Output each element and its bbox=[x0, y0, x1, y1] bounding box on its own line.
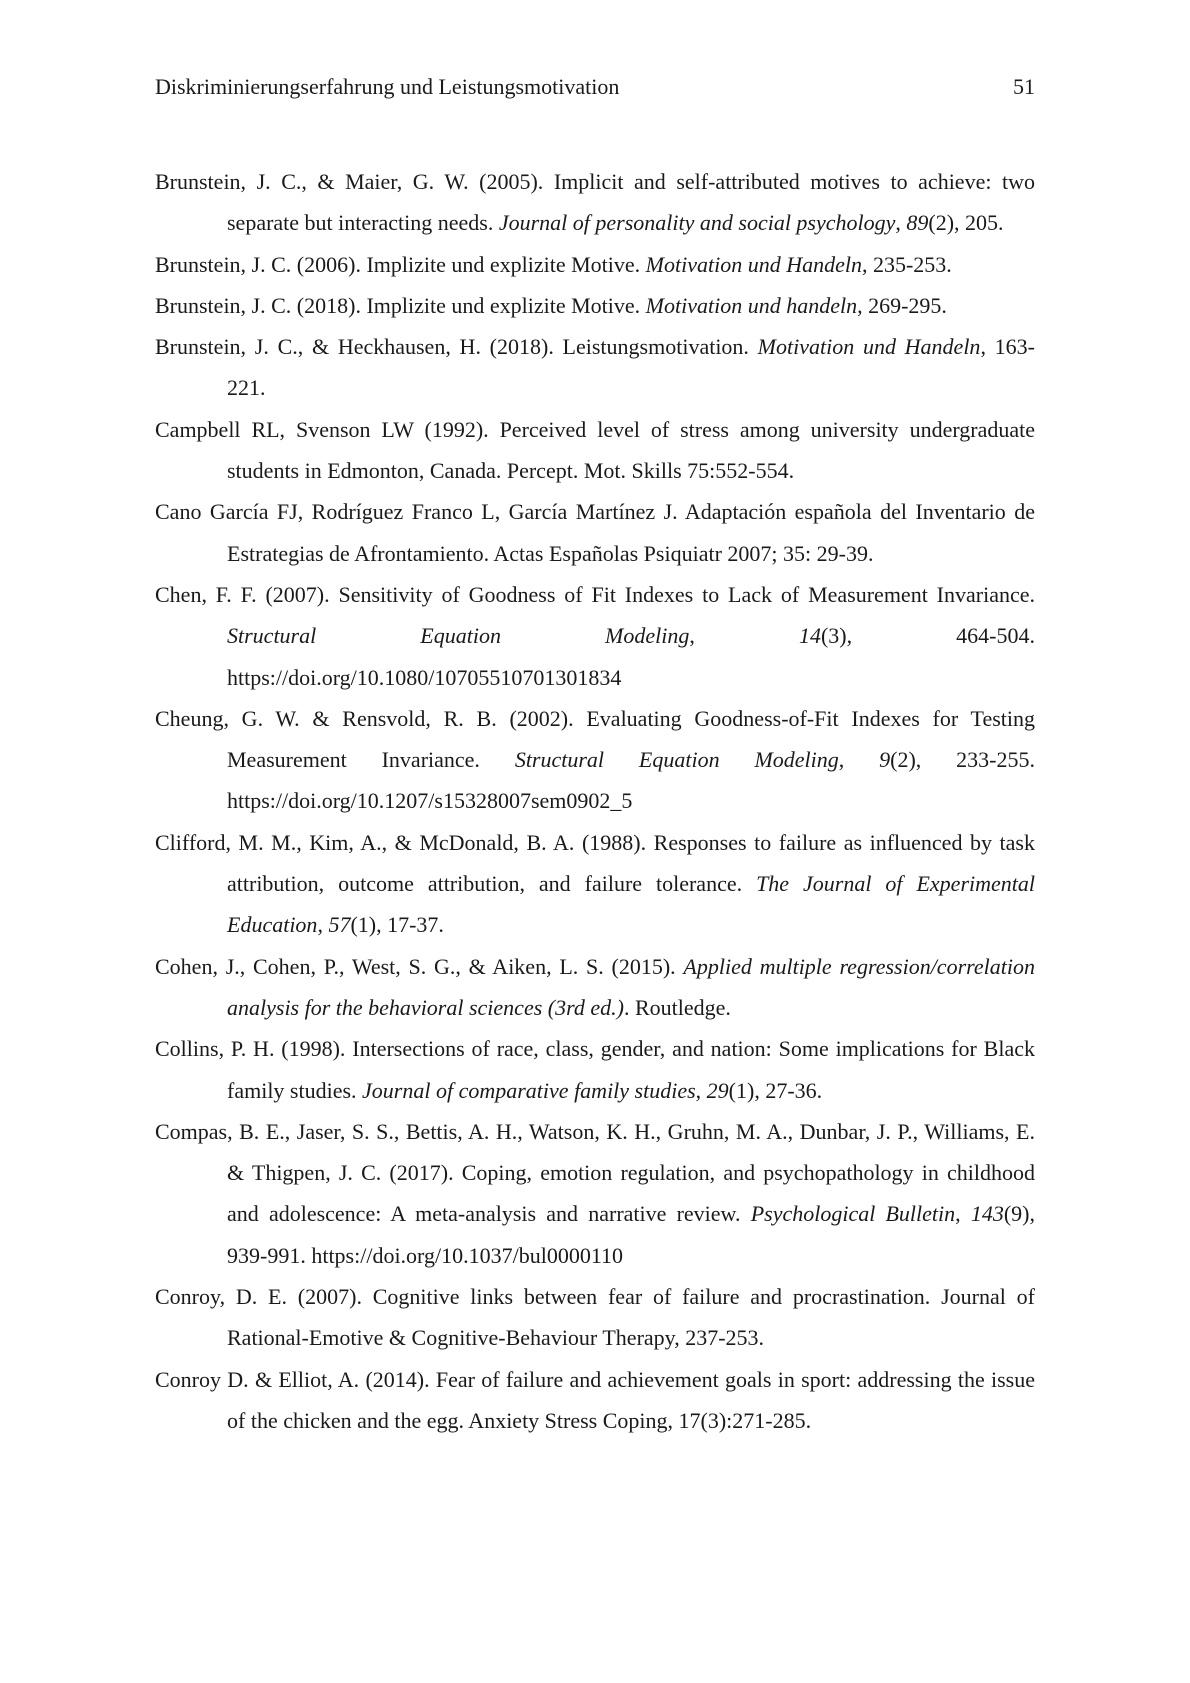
reference-text: , 163-221. bbox=[227, 334, 1035, 401]
reference-text: (1), 17-37. bbox=[350, 912, 444, 938]
reference-text: (3), 464-504. https://doi.org/10.1080/10705510701301834 bbox=[227, 623, 1035, 690]
reference-text: Collins, P. H. (1998). Intersections of race, class, gender, and nation: Some implications for Black family studies. bbox=[155, 1036, 1035, 1103]
header-title: Diskriminierungserfahrung und Leistungsmotivation bbox=[155, 74, 620, 99]
reference-entry bbox=[155, 1111, 1035, 1276]
reference-text: , bbox=[895, 210, 907, 236]
reference-text: (9), 939-991. https://doi.org/10.1037/bul0000110 bbox=[227, 1201, 1035, 1268]
reference-entry bbox=[155, 698, 1035, 822]
reference-text: Compas, B. E., Jaser, S. S., Bettis, A. H., Watson, K. H., Gruhn, M. A., Dunbar, J. P., Williams, E. & Thigpen, J. C. (2017). Coping, emotion regulation, and psychopathology in childhood and adolescence: A meta-analysis and narrative review. bbox=[155, 1118, 1035, 1227]
reference-text: (1), 27-36. bbox=[728, 1077, 823, 1103]
reference-text: Conroy, D. E. (2007). Cognitive links between fear of failure and procrastination. Journal of Rational-Emotive & Cognitive-Behaviour Therapy, 237-253. bbox=[155, 1284, 1035, 1351]
reference-italic-text: Journal of personality and social psychology bbox=[498, 210, 896, 236]
reference-text: Chen, F. F. (2007). Sensitivity of Goodness of Fit Indexes to Lack of Measurement Invariance. bbox=[155, 581, 1035, 607]
reference-text: , 235-253. bbox=[861, 251, 952, 277]
reference-entry bbox=[155, 409, 1035, 492]
reference-text: (2), 205. bbox=[928, 210, 1004, 236]
reference-entry bbox=[155, 1276, 1035, 1359]
running-header bbox=[155, 70, 1035, 104]
reference-text: Cohen, J., Cohen, P., West, S. G., & Aiken, L. S. (2015). bbox=[155, 953, 684, 979]
reference-text: Brunstein, J. C. (2006). Implizite und explizite Motive. bbox=[155, 251, 646, 277]
reference-text: Brunstein, J. C. (2018). Implizite und explizite Motive. bbox=[155, 292, 646, 318]
reference-entry bbox=[155, 946, 1035, 1029]
page-number: 51 bbox=[1013, 74, 1035, 99]
reference-text: , bbox=[689, 623, 799, 649]
reference-text: Cano García FJ, Rodríguez Franco L, García Martínez J. Adaptación española del Inventario de Estrategias de Afrontamiento. Actas Españolas Psiquiatr 2007; 35: 29-39. bbox=[155, 499, 1035, 566]
reference-entry bbox=[155, 326, 1035, 409]
reference-text: Brunstein, J. C., & Maier, G. W. (2005). Implicit and self-attributed motives to achieve: two separate but interacting needs. bbox=[155, 169, 1035, 236]
reference-italic-text: Structural Equation Modeling bbox=[514, 747, 839, 773]
reference-italic-text: The Journal of Experimental Education bbox=[227, 871, 1035, 938]
reference-entry bbox=[155, 1028, 1035, 1111]
reference-italic-text: 89 bbox=[906, 210, 929, 236]
reference-italic-text: 143 bbox=[970, 1201, 1004, 1227]
reference-italic-text: Psychological Bulletin bbox=[750, 1201, 956, 1227]
reference-entry bbox=[155, 822, 1035, 946]
reference-italic-text: Motivation und Handeln bbox=[757, 334, 981, 360]
reference-italic-text: Motivation und handeln bbox=[645, 292, 858, 318]
reference-italic-text: Structural Equation Modeling bbox=[227, 623, 690, 649]
reference-text: , bbox=[695, 1077, 707, 1103]
reference-italic-text: 29 bbox=[706, 1077, 729, 1103]
reference-entry bbox=[155, 161, 1035, 244]
reference-text: Clifford, M. M., Kim, A., & McDonald, B. A. (1988). Responses to failure as influenced by task attribution, outcome attribution, and failure tolerance. bbox=[155, 829, 1035, 897]
reference-italic-text: Applied multiple regression/correlation analysis for the behavioral sciences (3rd ed.) bbox=[227, 953, 1035, 1020]
reference-text: (2), 233-255. https://doi.org/10.1207/s15328007sem0902_5 bbox=[227, 747, 1035, 814]
reference-text: , bbox=[317, 912, 329, 938]
reference-italic-text: Motivation und Handeln bbox=[645, 251, 862, 277]
reference-entry bbox=[155, 491, 1035, 574]
reference-italic-text: Journal of comparative family studies bbox=[362, 1077, 696, 1103]
reference-italic-text: 14 bbox=[798, 623, 821, 649]
reference-entry bbox=[155, 244, 1035, 285]
reference-list bbox=[155, 161, 1035, 1441]
reference-text: Brunstein, J. C., & Heckhausen, H. (2018). Leistungsmotivation. bbox=[155, 334, 758, 360]
reference-italic-text: 57 bbox=[328, 912, 351, 938]
reference-italic-text: 9 bbox=[879, 747, 891, 773]
reference-entry bbox=[155, 285, 1035, 326]
reference-text: . Routledge. bbox=[623, 994, 731, 1020]
reference-text: , bbox=[838, 747, 880, 773]
reference-text: Conroy D. & Elliot, A. (2014). Fear of failure and achievement goals in sport: addressing the issue of the chicken and the egg. Anxiety Stress Coping, 17(3):271-285. bbox=[155, 1366, 1035, 1433]
reference-text: Campbell RL, Svenson LW (1992). Perceived level of stress among university undergraduate students in Edmonton, Canada. Percept. Mot. Skills 75:552-554. bbox=[155, 416, 1035, 484]
reference-text: Cheung, G. W. & Rensvold, R. B. (2002). Evaluating Goodness-of-Fit Indexes for Testing Measurement Invariance. bbox=[155, 705, 1035, 773]
reference-text: , bbox=[955, 1201, 971, 1227]
reference-text: , 269-295. bbox=[857, 292, 947, 318]
reference-entry bbox=[155, 1359, 1035, 1442]
reference-entry bbox=[155, 574, 1035, 698]
